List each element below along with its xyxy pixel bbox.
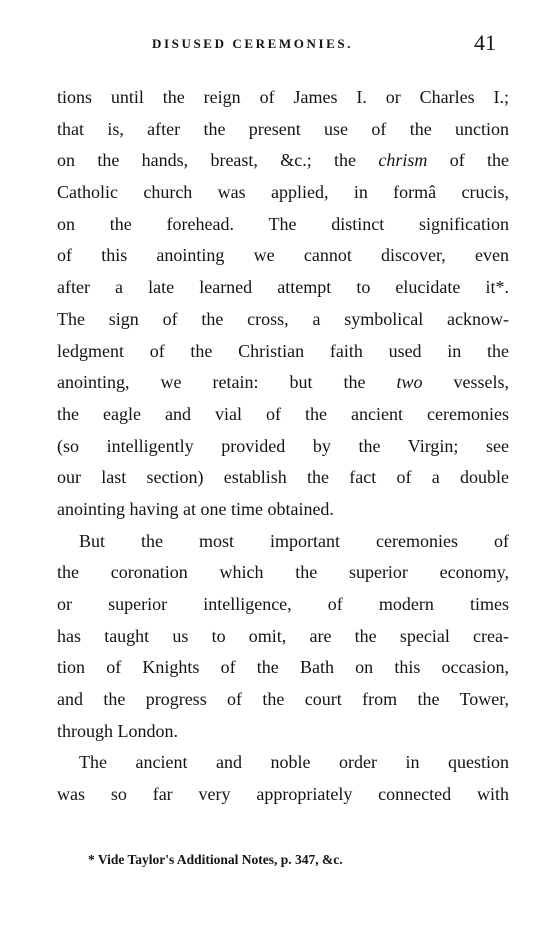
running-title: DISUSED CEREMONIES.: [152, 36, 354, 51]
text-line: has taught us to omit, are the special crea-: [57, 625, 509, 646]
body-text: [57, 82, 509, 811]
text-line: The sign of the cross, a symbolical acknow-: [57, 308, 509, 329]
text-line: on the hands, breast, &c.; the chrism of the: [57, 150, 509, 171]
text-line: or superior intelligence, of modern times: [57, 594, 509, 614]
italic-word: chrism: [378, 150, 428, 171]
running-head: [0, 30, 555, 56]
text-line: anointing having at one time obtained.: [57, 498, 334, 519]
text-line: through London.: [57, 720, 178, 741]
text-line: and the progress of the court from the Tower,: [57, 689, 509, 710]
italic-word: two: [396, 372, 423, 393]
page-number: 41: [474, 30, 496, 55]
text-line: that is, after the present use of the unction: [57, 118, 509, 139]
text-line: after a late learned attempt to elucidate it*.: [57, 277, 509, 298]
text-line: tions until the reign of James I. or Charles I.;: [57, 87, 509, 107]
text-line: The ancient and noble order in question: [79, 752, 509, 773]
footnote: * Vide Taylor's Additional Notes, p. 347, &c.: [88, 852, 343, 867]
text-line: But the most important ceremonies of: [79, 530, 509, 551]
text-line: (so intelligently provided by the Virgin; see: [57, 435, 509, 456]
text-line: the eagle and vial of the ancient ceremonies: [57, 403, 509, 424]
text-line: was so far very appropriately connected with: [57, 784, 509, 805]
text-line: the coronation which the superior economy,: [57, 562, 509, 583]
text-line: our last section) establish the fact of a double: [57, 467, 509, 488]
text-line: of this anointing we cannot discover, even: [57, 245, 509, 266]
text-line: anointing, we retain: but the two vessels,: [57, 372, 509, 393]
text-line: ledgment of the Christian faith used in the: [57, 340, 509, 361]
text-line: tion of Knights of the Bath on this occasion,: [57, 657, 509, 678]
text-line: Catholic church was applied, in formâ crucis,: [57, 182, 509, 203]
text-line: on the forehead. The distinct signification: [57, 213, 509, 234]
